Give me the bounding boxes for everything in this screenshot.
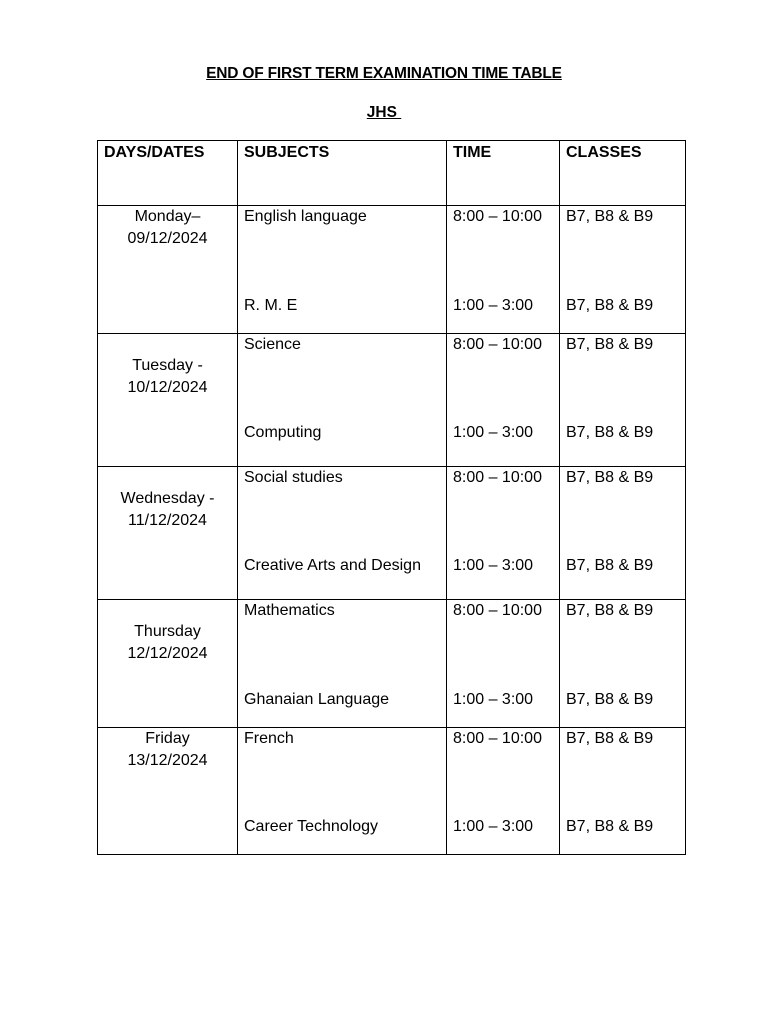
morning-classes: B7, B8 & B9 (566, 336, 654, 353)
afternoon-classes: B7, B8 & B9 (566, 557, 654, 574)
day-name: Thursday (134, 623, 201, 640)
morning-time: 8:00 – 10:00 (453, 469, 542, 486)
table-row (98, 467, 686, 600)
document-subtitle: JHS (366, 104, 402, 121)
day-cell (98, 206, 238, 334)
table-row (98, 206, 686, 334)
afternoon-subject: Computing (244, 424, 322, 441)
morning-subject: Social studies (244, 469, 343, 486)
header-row (98, 141, 686, 206)
day-date: 13/12/2024 (127, 752, 208, 769)
table-row (98, 334, 686, 467)
time-cell (447, 206, 560, 334)
subjects-cell (238, 467, 447, 600)
day-cell (98, 728, 238, 855)
afternoon-subject: R. M. E (244, 297, 298, 314)
afternoon-time: 1:00 – 3:00 (453, 818, 534, 835)
day-cell (98, 334, 238, 467)
morning-time: 8:00 – 10:00 (453, 730, 542, 747)
afternoon-subject: Ghanaian Language (244, 691, 390, 708)
day-name: Tuesday - (132, 357, 203, 374)
afternoon-subject: Creative Arts and Design (244, 557, 421, 574)
subjects-cell (238, 728, 447, 855)
table-row (98, 728, 686, 855)
afternoon-classes: B7, B8 & B9 (566, 424, 654, 441)
document-title: END OF FIRST TERM EXAMINATION TIME TABLE (206, 65, 562, 82)
classes-cell (560, 206, 686, 334)
day-date: 11/12/2024 (128, 512, 207, 529)
header-days-dates: DAYS/DATES (98, 141, 238, 206)
classes-cell (560, 467, 686, 600)
subjects-cell (238, 206, 447, 334)
exam-timetable (97, 140, 686, 855)
morning-time: 8:00 – 10:00 (453, 336, 542, 353)
afternoon-subject: Career Technology (244, 818, 379, 835)
morning-subject: Science (244, 336, 301, 353)
day-name: Monday– (134, 208, 201, 225)
morning-classes: B7, B8 & B9 (566, 469, 654, 486)
time-cell (447, 467, 560, 600)
morning-subject: French (244, 730, 294, 747)
time-cell (447, 600, 560, 728)
afternoon-classes: B7, B8 & B9 (566, 297, 654, 314)
afternoon-time: 1:00 – 3:00 (453, 424, 534, 441)
morning-time: 8:00 – 10:00 (453, 602, 542, 619)
classes-cell (560, 600, 686, 728)
morning-classes: B7, B8 & B9 (566, 208, 654, 225)
afternoon-time: 1:00 – 3:00 (453, 297, 534, 314)
morning-subject: Mathematics (244, 602, 335, 619)
header-subjects: SUBJECTS (238, 141, 447, 206)
morning-subject: English language (244, 208, 367, 225)
day-cell (98, 467, 238, 600)
day-date: 09/12/2024 (127, 230, 208, 247)
day-name: Wednesday - (120, 490, 215, 507)
subjects-cell (238, 334, 447, 467)
time-cell (447, 728, 560, 855)
afternoon-time: 1:00 – 3:00 (453, 557, 534, 574)
day-date: 10/12/2024 (127, 379, 208, 396)
morning-classes: B7, B8 & B9 (566, 730, 654, 747)
subjects-cell (238, 600, 447, 728)
header-classes: CLASSES (560, 141, 686, 206)
classes-cell (560, 728, 686, 855)
afternoon-time: 1:00 – 3:00 (453, 691, 534, 708)
classes-cell (560, 334, 686, 467)
time-cell (447, 334, 560, 467)
morning-classes: B7, B8 & B9 (566, 602, 654, 619)
day-date: 12/12/2024 (127, 645, 208, 662)
table-row (98, 600, 686, 728)
afternoon-classes: B7, B8 & B9 (566, 818, 654, 835)
day-name: Friday (145, 730, 190, 747)
afternoon-classes: B7, B8 & B9 (566, 691, 654, 708)
morning-time: 8:00 – 10:00 (453, 208, 542, 225)
header-time: TIME (447, 141, 560, 206)
day-cell (98, 600, 238, 728)
